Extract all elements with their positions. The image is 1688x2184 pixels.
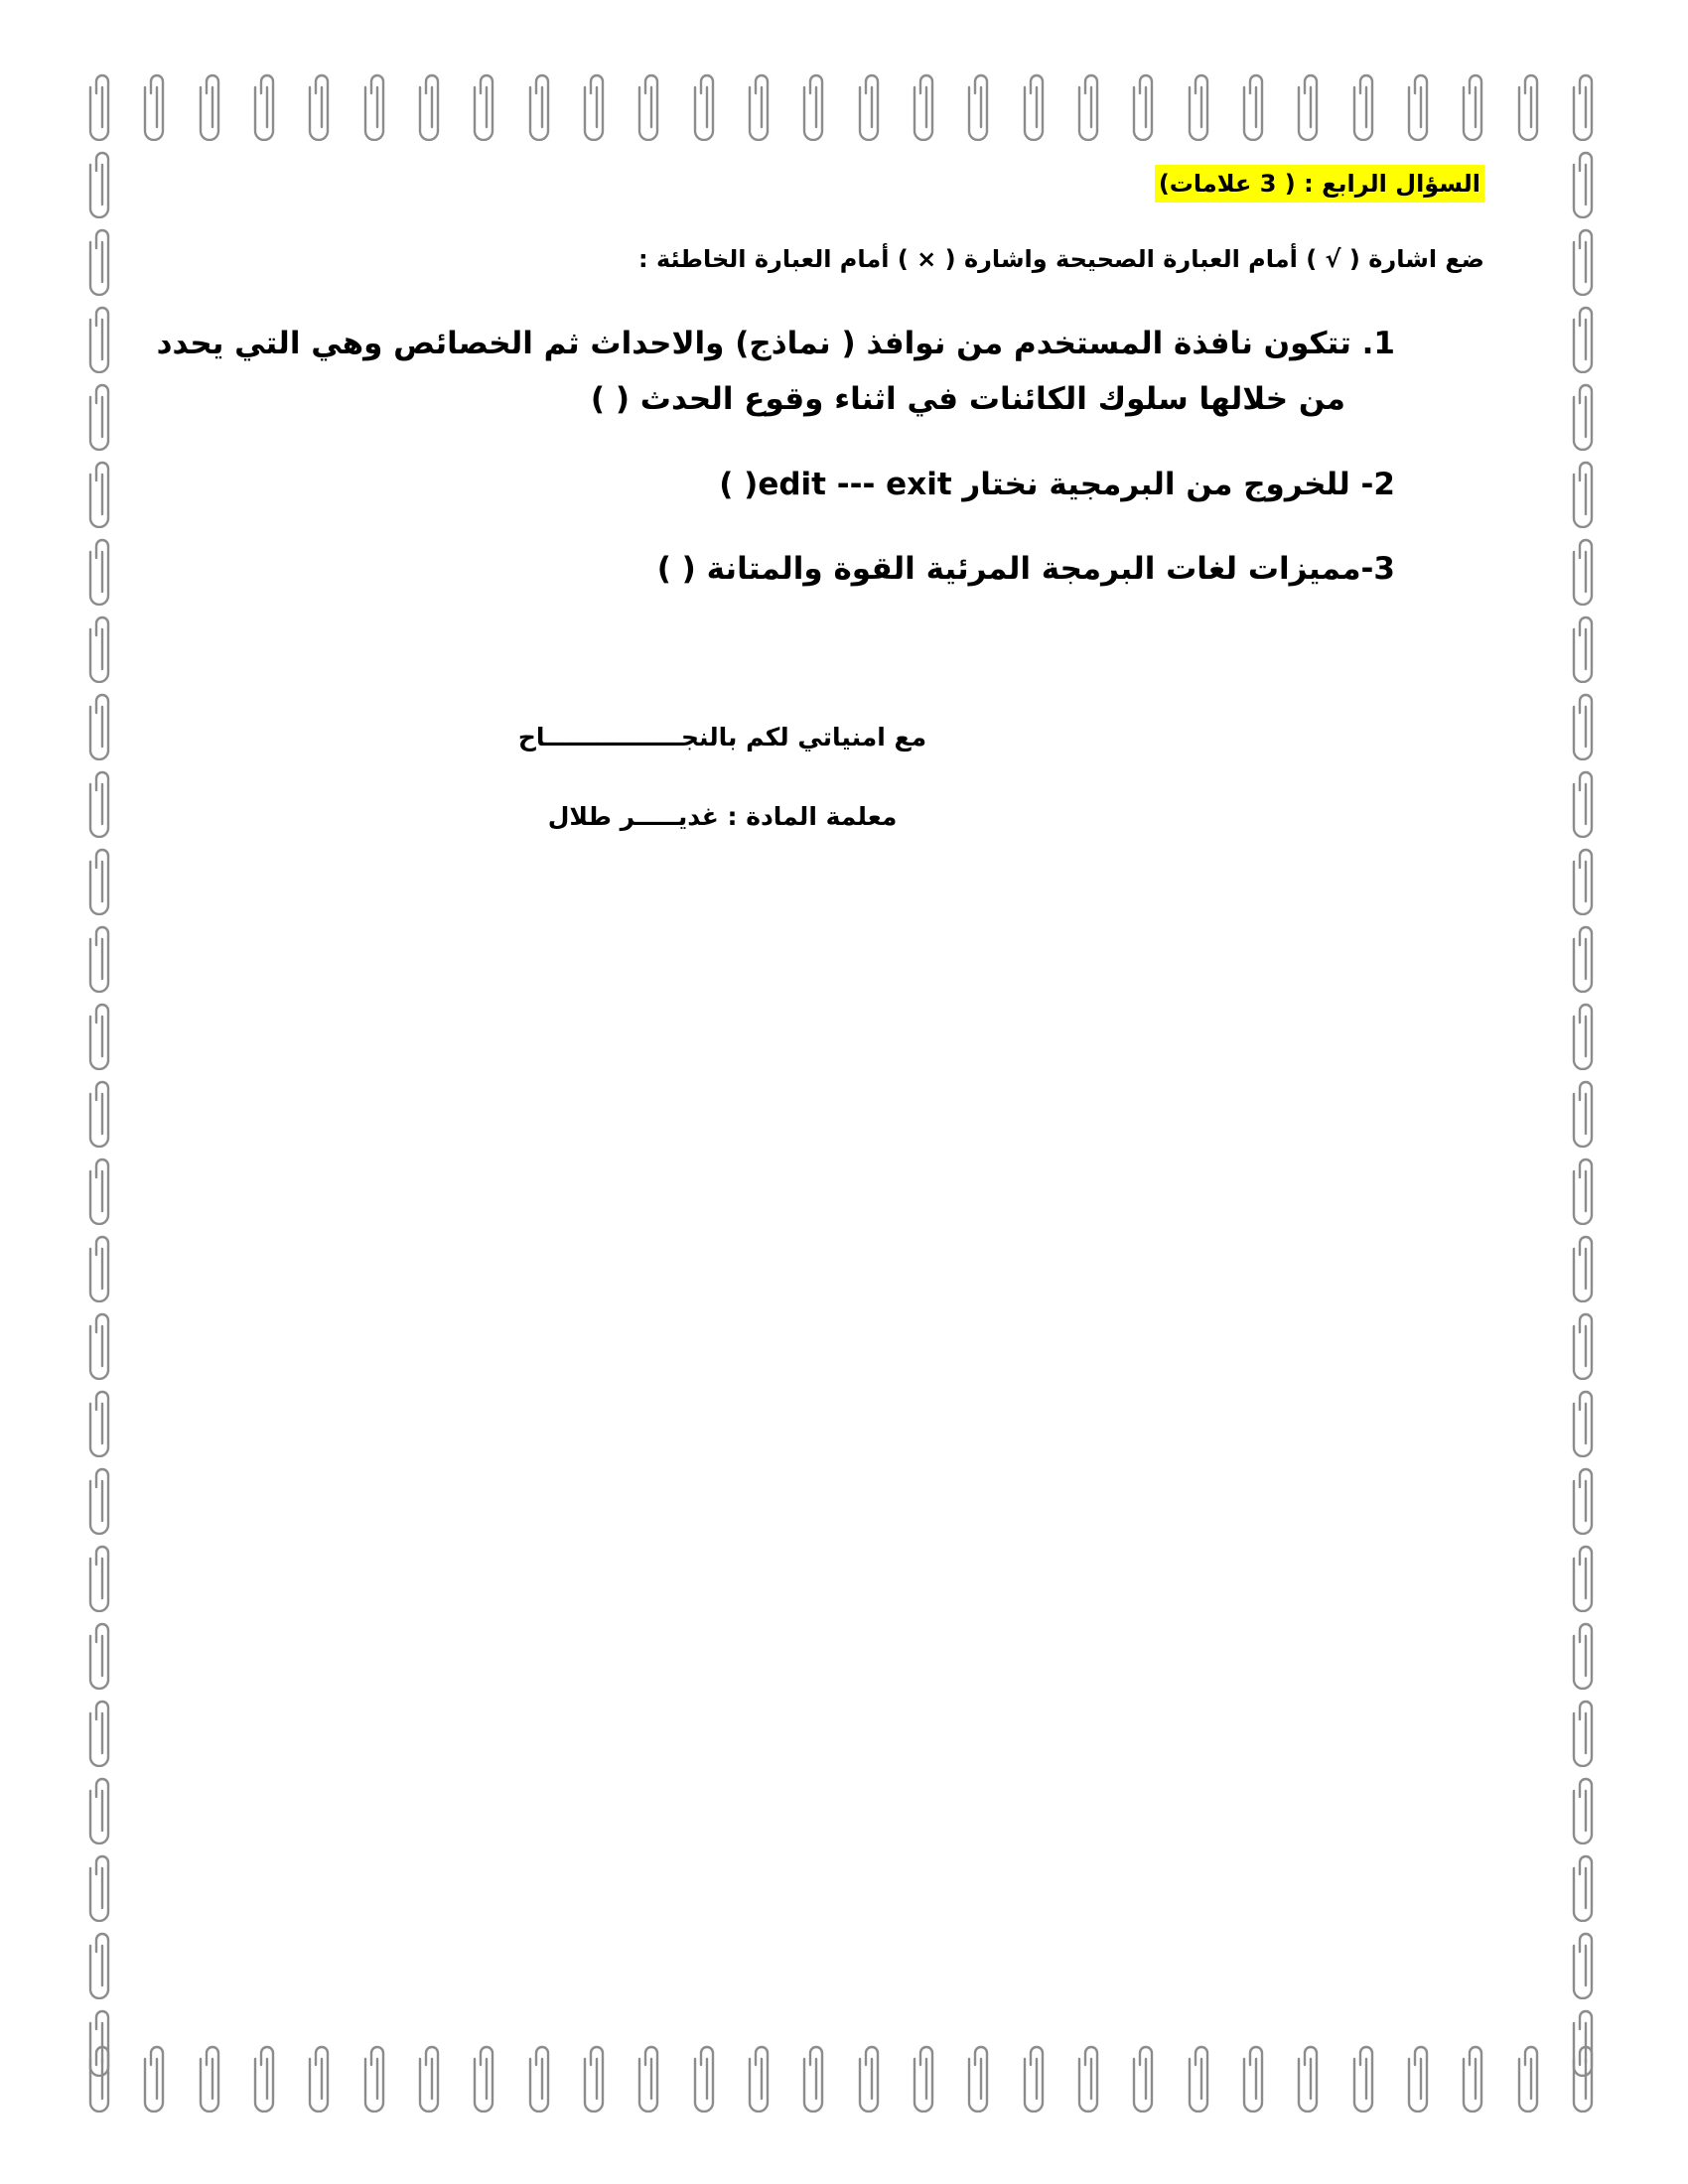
paperclip-icon xyxy=(1571,2007,1601,2077)
question-1-line-1: 1. تتكون نافذة المستخدم من نوافذ ( نماذج) والاحداث ثم الخصائص وهي التي يحدد xyxy=(156,326,1395,361)
paperclip-icon xyxy=(87,923,117,993)
paperclip-icon xyxy=(1571,923,1601,993)
paperclip-icon xyxy=(87,1543,117,1612)
paperclip-icon xyxy=(142,71,172,141)
paperclip-icon xyxy=(87,1775,117,1844)
paperclip-icon xyxy=(87,71,117,141)
paperclip-icon xyxy=(142,2043,172,2113)
paperclip-icon xyxy=(1571,691,1601,760)
paperclip-icon xyxy=(87,226,117,296)
paperclip-icon xyxy=(87,1930,117,1999)
question-heading: السؤال الرابع : ( 3 علامات) xyxy=(1155,165,1484,203)
paperclip-icon xyxy=(87,536,117,606)
paperclip-icon xyxy=(1571,614,1601,683)
paperclip-icon xyxy=(1571,1852,1601,1922)
paperclip-icon xyxy=(87,304,117,373)
paperclip-icon xyxy=(1571,768,1601,838)
paperclip-icon xyxy=(1571,1543,1601,1612)
instruction-text: ضع اشارة ( √ ) أمام العبارة الصحيحة واشارة ( × ) أمام العبارة الخاطئة : xyxy=(638,245,1484,273)
paperclip-icon xyxy=(1571,1078,1601,1148)
paperclip-icon xyxy=(87,2007,117,2077)
worksheet-content xyxy=(156,0,1484,2184)
paperclip-icon xyxy=(1571,536,1601,606)
paperclip-icon xyxy=(87,149,117,218)
question-3: 3-مميزات لغات البرمجة المرئية القوة والمتانة ( ) xyxy=(656,551,1395,587)
paperclip-icon xyxy=(87,1078,117,1148)
paperclip-icon xyxy=(87,846,117,915)
paperclip-icon xyxy=(1571,1233,1601,1302)
paperclip-icon xyxy=(87,381,117,451)
paperclip-icon xyxy=(1571,381,1601,451)
question-1-line-2: من خلالها سلوك الكائنات في اثناء وقوع الحدث ( ) xyxy=(590,381,1345,417)
paperclip-icon xyxy=(1571,304,1601,373)
paperclip-icon xyxy=(87,1156,117,1225)
paperclip-icon xyxy=(87,1698,117,1767)
paperclip-icon xyxy=(1516,2043,1546,2113)
paperclip-icon xyxy=(87,614,117,683)
paperclip-icon xyxy=(1571,1310,1601,1380)
paperclip-icon xyxy=(87,1310,117,1380)
paperclip-icon xyxy=(1571,1930,1601,1999)
paperclip-icon xyxy=(1571,71,1601,141)
teacher-signature: معلمة المادة : غديـــــر طلال xyxy=(547,802,898,831)
paperclip-icon xyxy=(87,459,117,528)
paperclip-icon xyxy=(1571,1388,1601,1457)
paperclip-icon xyxy=(1571,846,1601,915)
question-1 xyxy=(157,316,1395,427)
paperclip-icon xyxy=(1571,1465,1601,1535)
paperclip-icon xyxy=(87,1233,117,1302)
paperclip-icon xyxy=(1571,149,1601,218)
paperclip-icon xyxy=(87,1465,117,1535)
paperclip-icon xyxy=(1571,459,1601,528)
paperclip-icon xyxy=(1571,1620,1601,1690)
paperclip-icon xyxy=(87,1388,117,1457)
paperclip-icon xyxy=(87,1001,117,1070)
paperclip-icon xyxy=(1571,1001,1601,1070)
paperclip-icon xyxy=(87,1852,117,1922)
paperclip-icon xyxy=(1571,1698,1601,1767)
paperclip-icon xyxy=(87,1620,117,1690)
paperclip-icon xyxy=(1571,1156,1601,1225)
paperclip-icon xyxy=(1516,71,1546,141)
paperclip-icon xyxy=(1571,226,1601,296)
question-2: 2- للخروج من البرمجية نختار edit --- exit( ) xyxy=(719,467,1395,502)
paperclip-icon xyxy=(1571,1775,1601,1844)
closing-wish: مع امنياتي لكم بالنجــــــــــــــــاح xyxy=(517,723,927,751)
